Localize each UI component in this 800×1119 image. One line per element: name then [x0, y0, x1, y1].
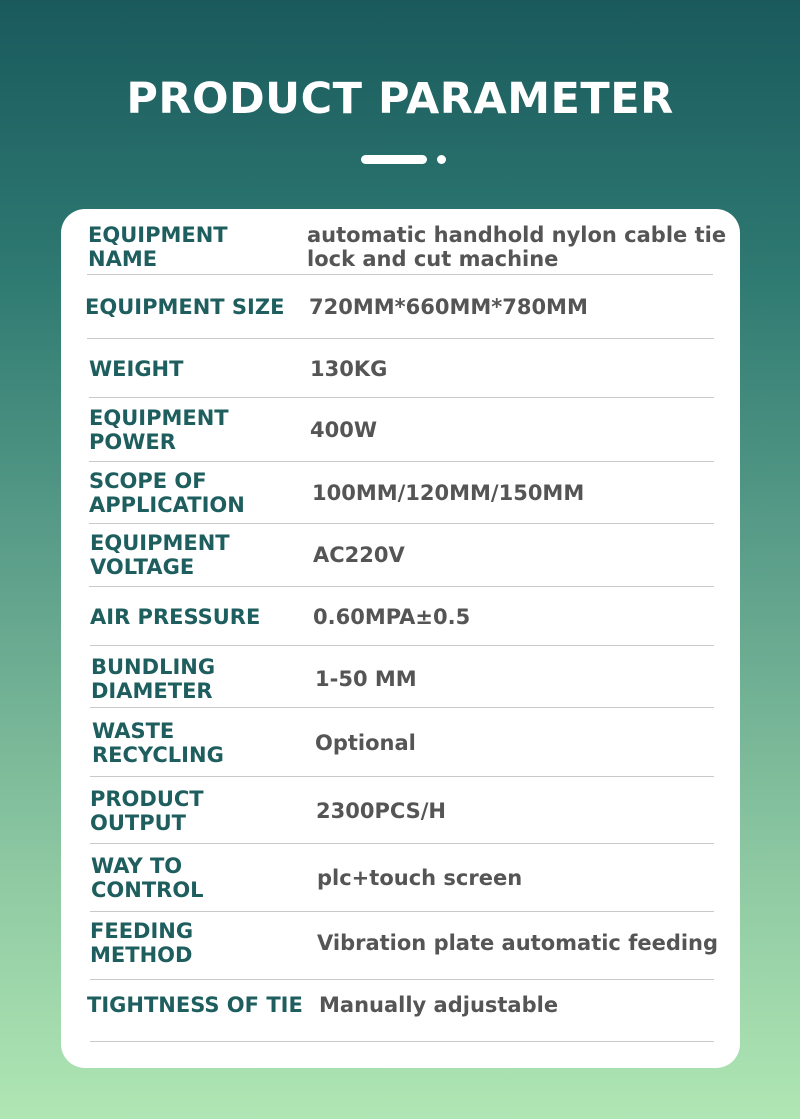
row-divider	[90, 979, 714, 980]
row-divider	[90, 911, 714, 912]
parameter-label-line: TIGHTNESS OF TIE	[87, 993, 303, 1017]
parameter-label-line: RECYCLING	[92, 743, 224, 767]
parameter-label-line: FEEDING	[90, 919, 194, 943]
row-divider	[87, 274, 713, 275]
parameter-label-line: EQUIPMENT	[88, 223, 228, 247]
parameter-value-line: 100MM/120MM/150MM	[312, 481, 585, 505]
row-divider	[87, 338, 714, 339]
parameter-value-line: Manually adjustable	[319, 993, 559, 1017]
parameter-label	[85, 295, 284, 319]
parameter-label-line: DIAMETER	[91, 679, 213, 703]
parameter-value-line: 720MM*660MM*780MM	[309, 295, 588, 319]
row-divider	[90, 776, 714, 777]
parameter-value	[315, 731, 416, 755]
parameter-value-line: 1-50 MM	[315, 667, 417, 691]
parameter-label-line: METHOD	[90, 943, 193, 967]
parameter-label	[91, 655, 215, 703]
parameter-value-line: AC220V	[313, 543, 405, 567]
page-title: PRODUCT PARAMETER	[126, 74, 674, 124]
parameter-value	[313, 543, 405, 567]
parameter-label	[92, 719, 224, 767]
row-divider	[90, 843, 714, 844]
parameter-label-line: WASTE	[92, 719, 175, 743]
parameter-label-line: WEIGHT	[89, 357, 184, 381]
parameter-label-line: BUNDLING	[91, 655, 216, 679]
parameter-value	[317, 931, 718, 955]
title-underline-bar	[361, 155, 427, 164]
parameter-label-line: NAME	[88, 247, 158, 271]
parameter-label-line: PRODUCT	[90, 787, 204, 811]
parameter-value	[312, 481, 584, 505]
parameter-value	[310, 357, 387, 381]
row-divider	[89, 461, 714, 462]
parameter-label-line: VOLTAGE	[90, 555, 195, 579]
parameter-value-line: automatic handhold nylon cable tie	[307, 223, 727, 247]
parameter-value-line: 400W	[310, 418, 377, 442]
parameter-label-line: CONTROL	[91, 878, 204, 902]
parameter-label-line: EQUIPMENT	[89, 406, 229, 430]
row-divider	[90, 707, 714, 708]
parameter-value-line: 130KG	[310, 357, 388, 381]
parameter-label-line: EQUIPMENT SIZE	[85, 295, 285, 319]
parameter-label	[87, 993, 303, 1017]
parameter-value-line: Vibration plate automatic feeding	[317, 931, 719, 955]
parameter-label	[90, 605, 260, 629]
parameter-label-line: SCOPE OF	[89, 469, 207, 493]
row-divider	[90, 1041, 714, 1042]
parameter-value	[315, 667, 417, 691]
parameter-value	[316, 799, 446, 823]
parameter-label	[90, 919, 193, 967]
title-underline-dot	[437, 155, 446, 164]
parameter-label-line: POWER	[89, 430, 176, 454]
parameter-value-line: lock and cut machine	[307, 247, 559, 271]
parameter-label-line: APPLICATION	[89, 493, 245, 517]
parameter-label	[89, 406, 229, 454]
parameter-label	[88, 223, 228, 271]
parameter-label	[89, 469, 245, 517]
parameter-value	[310, 418, 377, 442]
parameter-value	[317, 866, 522, 890]
parameter-value-line: plc+touch screen	[317, 866, 523, 890]
row-divider	[90, 645, 714, 646]
row-divider	[89, 397, 714, 398]
parameter-value	[309, 295, 588, 319]
parameter-label-line: AIR PRESSURE	[90, 605, 261, 629]
parameter-label	[89, 357, 183, 381]
row-divider	[89, 586, 714, 587]
parameter-value-line: Optional	[315, 731, 416, 755]
parameter-value-line: 0.60MPA±0.5	[313, 605, 471, 629]
parameter-label	[91, 854, 204, 902]
parameter-label-line: OUTPUT	[90, 811, 186, 835]
row-divider	[89, 523, 714, 524]
parameter-label	[90, 531, 230, 579]
parameter-label-line: WAY TO	[91, 854, 183, 878]
parameter-label	[90, 787, 204, 835]
parameter-table-card	[61, 209, 740, 1068]
parameter-value	[313, 605, 470, 629]
parameter-value	[319, 993, 558, 1017]
parameter-label-line: EQUIPMENT	[90, 531, 230, 555]
parameter-value-line: 2300PCS/H	[316, 799, 447, 823]
parameter-value	[307, 223, 726, 271]
